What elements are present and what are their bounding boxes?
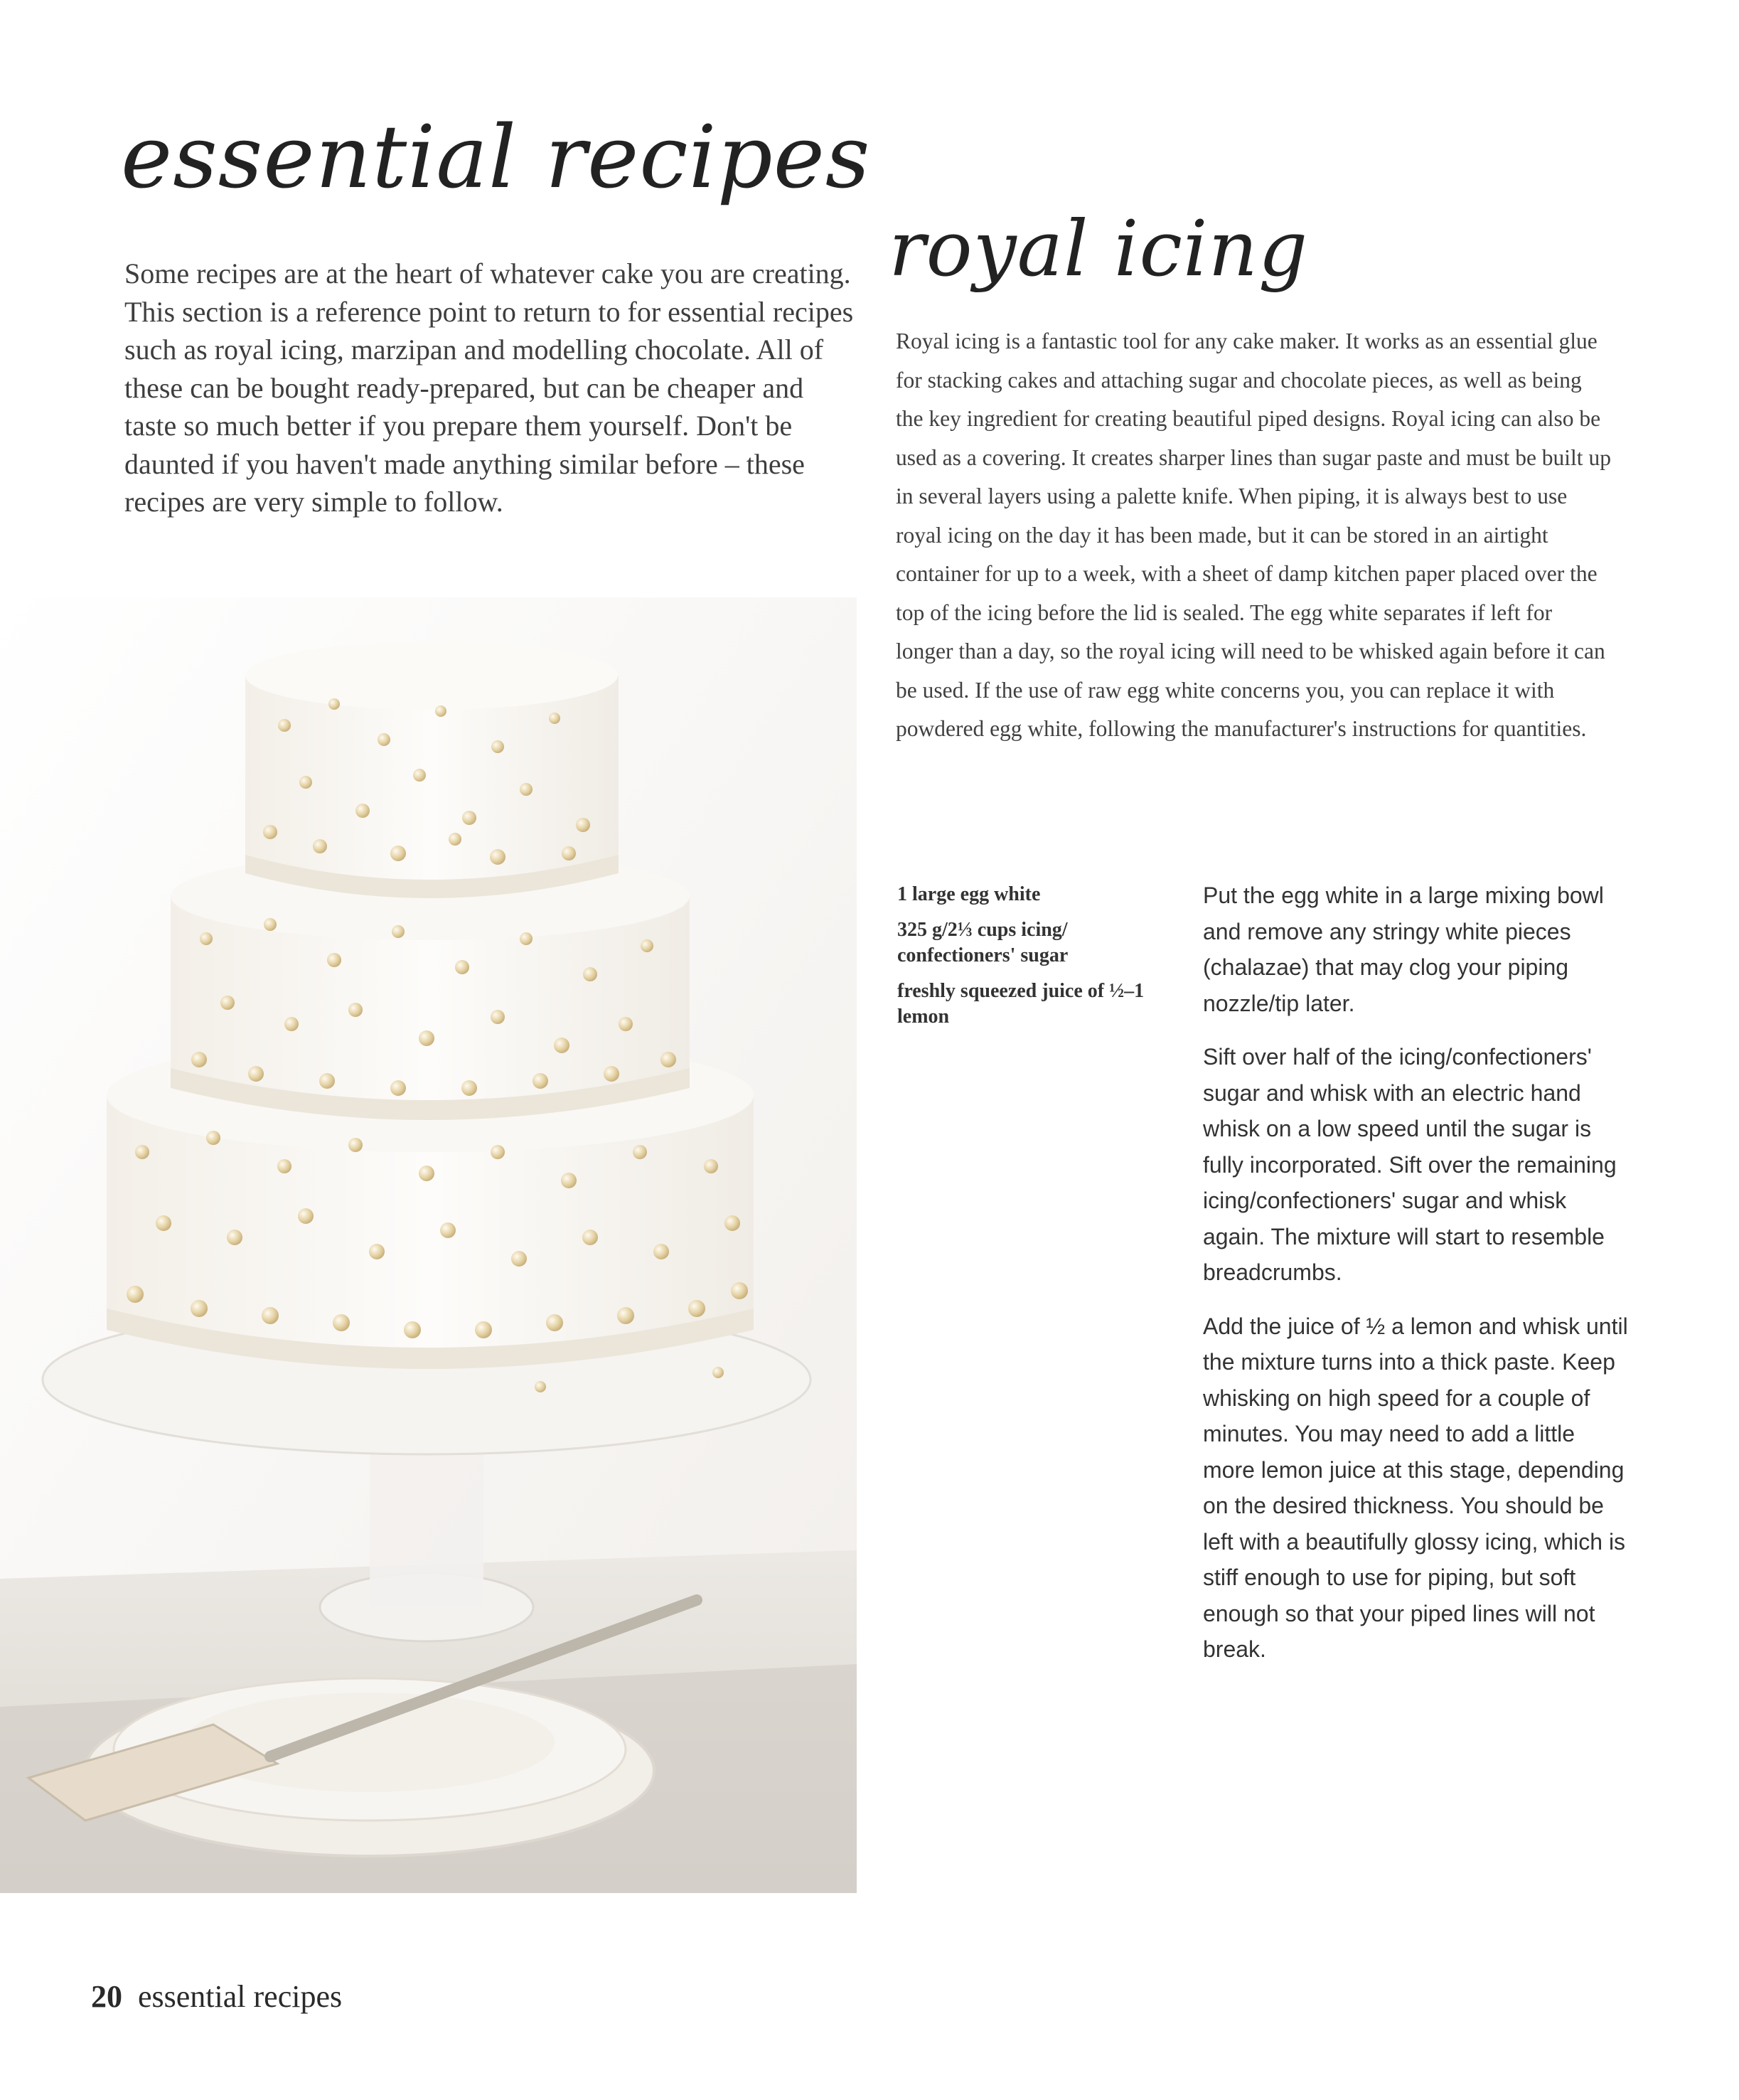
intro-text: Some recipes are at the heart of whatever cake you are creating. This section is a reference point to return to for essential recipes such as royal icing, marzipan and modelling chocolate. All of these can be bought ready-prepared, but can be cheaper and taste so much better if you prepare them yourself. Don't be daunted if you haven't made anything similar before – these recipes are very simple to follow. <box>124 257 854 518</box>
ingredients-list <box>897 882 1153 1040</box>
method-step: Put the egg white in a large mixing bowl and remove any stringy white pieces (chalazae) that may clog your piping nozzle/tip later. <box>1203 883 1604 1016</box>
tiered-cake-photo <box>0 597 857 1893</box>
page-number: 20 <box>91 1979 122 2014</box>
ingredient-item: 1 large egg white <box>897 883 1041 905</box>
ingredient-item: freshly squeezed juice of ½–1 lemon <box>897 980 1145 1028</box>
intro-paragraph <box>124 255 857 521</box>
royal-icing-intro <box>896 322 1614 749</box>
royal-icing-title: royal icing <box>889 205 1309 294</box>
method-step: Sift over half of the icing/confectioners' sugar and whisk with an electric hand whisk on a low speed until the sugar is fully incorporated. Sift over the remaining icing/confectioners' sugar and whisk again. The mixture will start to resemble breadcrumbs. <box>1203 1044 1617 1285</box>
method-steps <box>1203 878 1630 1685</box>
ingredient-item: 325 g/2⅓ cups icing/ confectioners' sugar <box>897 919 1069 966</box>
page-title: essential recipes <box>121 107 871 208</box>
footer-section-label: essential recipes <box>138 1979 343 2014</box>
method-step: Add the juice of ½ a lemon and whisk until the mixture turns into a thick paste. Keep whisking on high speed for a couple of minutes. You may need to add a little more lemon juice at this stage, depending on the desired thickness. You should be left with a beautifully glossy icing, which is stiff enough to use for piping, but soft enough so that your piped lines will not break. <box>1203 1313 1628 1662</box>
royal-icing-intro-text: Royal icing is a fantastic tool for any cake maker. It works as an essential glue for stacking cakes and attaching sugar and chocolate pieces, as well as being the key ingredient for creating beautiful piped designs. Royal icing can also be used as a covering. It creates sharper lines than sugar paste and must be built up in several layers using a palette knife. When piping, it is always best to use royal icing on the day it has been made, but it can be stored in an airtight container for up to a week, with a sheet of damp kitchen paper placed over the top of the icing before the lid is sealed. The egg white separates if left for longer than a day, so the royal icing will need to be whisked again before it can be used. If the use of raw egg white concerns you, you can replace it with powdered egg white, following the manufacturer's instructions for quantities. <box>896 329 1611 741</box>
page-footer <box>91 1978 342 2015</box>
